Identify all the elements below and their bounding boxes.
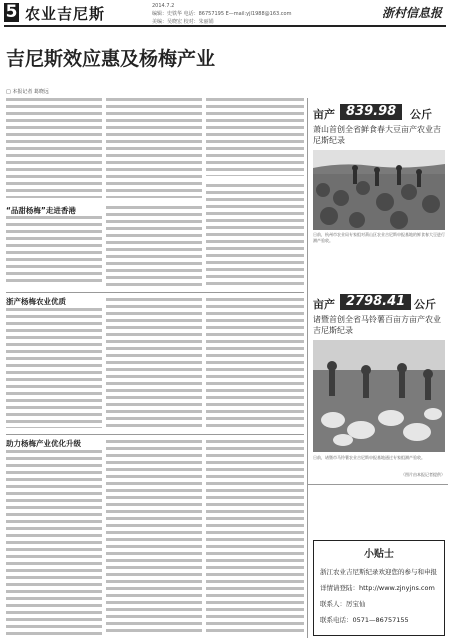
sidebar-divider [307,98,308,638]
ad2-title: 亩产 [313,298,335,311]
photo-credit: （图片由本报记者提供） [401,472,445,477]
tip-title: 小贴士 [364,549,394,560]
ad2-unit: 公斤 [414,298,436,311]
potato-harvest-image [313,340,445,452]
page-number: 5 [5,2,18,22]
meta-designer: 美编：吴晓宏 校对：朱丽娟 [152,19,214,25]
ad1-title: 亩产 [313,108,335,121]
ad2-photo [313,340,445,452]
article-column-3c [206,298,304,428]
article-headline: 吉尼斯效应惠及杨梅产业 [6,48,216,70]
tip-box [313,540,445,636]
meta-date: 2014.7.2 [152,3,175,9]
ad2-subtitle: 诸暨首创全省马铃薯百亩方亩产农业吉尼斯纪录 [313,315,441,335]
meta-editor: 编辑：史铁华 电话：86757195 E—mail:yjl1988@163.com [152,11,292,17]
article-column-1a [6,98,102,198]
sidebar-divider-2 [308,484,448,485]
article-column-2a [106,98,202,198]
subhead-hongkong: “品甜杨梅”走进香港 [6,206,76,215]
article-column-1b [6,216,102,286]
section-title: 农业吉尼斯 [25,5,106,23]
article-byline: □ 本报记者 葛晓远 [6,89,49,95]
ad2-caption: 日前，诸暨市马铃薯农业吉尼斯申报基地通过专家组测产验收。 [313,455,425,460]
ad1-photo [313,150,445,230]
ad1-unit: 公斤 [410,108,432,121]
article-column-2d [106,440,202,636]
masthead-logo: 浙村信息报 [381,6,442,20]
article-column-2b [106,206,202,286]
page-meta [152,2,291,26]
page-header [0,0,450,25]
tip-line-website: 详情请登陆：http://www.zjnyjns.com [320,584,435,592]
tip-line-contact: 联系人：厉宝仙 [320,600,366,608]
section-divider-1 [6,292,304,293]
article-column-3d [206,440,304,636]
article-column-1c [6,308,102,428]
ad2-number: 2798.41 [340,294,411,310]
tip-line-phone: 联系电话：0571—86757155 [320,616,409,624]
article-column-3b [206,184,304,286]
section-divider-2 [6,434,304,435]
ad1-number: 839.98 [340,104,402,120]
tip-line-1: 浙江农业吉尼斯纪录欢迎您的参与和申报 [320,568,437,576]
soybean-field-image [313,150,445,230]
ad1-subtitle: 萧山首创全省鲜食春大豆亩产农业吉尼斯纪录 [313,125,441,145]
article-column-3a [206,98,304,176]
subhead-quality: 浙产杨梅农业优质 [6,297,66,306]
ad1-caption: 日前，杭州市农业局专家组对萧山区农业吉尼斯申报基地的鲜食春大豆进行测产验收。 [313,232,445,243]
article-column-2c [106,298,202,428]
article-column-1d [6,450,102,636]
subhead-upgrade: 助力杨梅产业优化升级 [6,439,81,448]
header-rule [4,25,446,27]
